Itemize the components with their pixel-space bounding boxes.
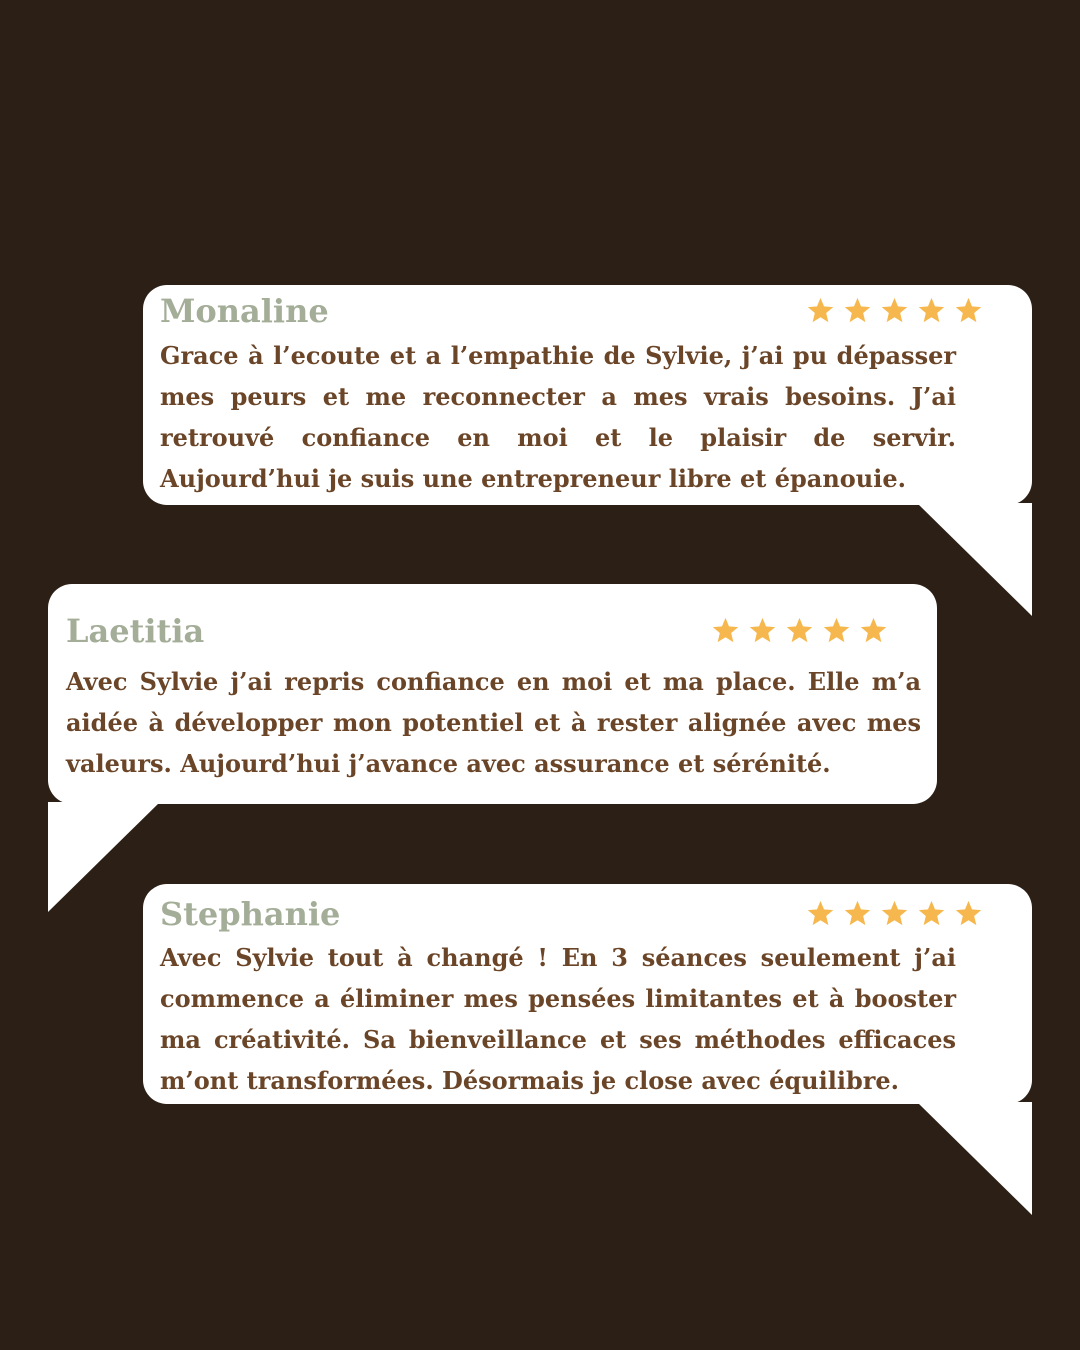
star-icon bbox=[806, 296, 835, 325]
reviewer-name: Laetitia bbox=[66, 612, 205, 650]
star-rating bbox=[711, 616, 888, 645]
reviewer-name: Monaline bbox=[160, 292, 329, 330]
star-icon bbox=[843, 296, 872, 325]
star-icon bbox=[822, 616, 851, 645]
star-icon bbox=[859, 616, 888, 645]
star-icon bbox=[917, 296, 946, 325]
star-icon bbox=[954, 899, 983, 928]
star-icon bbox=[785, 616, 814, 645]
star-icon bbox=[748, 616, 777, 645]
testimonial-text: Avec Sylvie tout à changé ! En 3 séances seulement j’ai commence a éliminer mes pensées limitantes et à booster ma créativité. Sa bienveillance et ses méthodes efficaces m’ont transformées. Désormais je close avec équilibre. bbox=[160, 943, 956, 1095]
star-rating bbox=[806, 899, 983, 928]
testimonial-text: Avec Sylvie j’ai repris confiance en moi et ma place. Elle m’a aidée à développer mon potentiel et à rester alignée avec mes valeurs. Aujourd’hui j’avance avec assurance et sérénité. bbox=[66, 667, 921, 778]
star-icon bbox=[880, 899, 909, 928]
testimonial-text: Grace à l’ecoute et a l’empathie de Sylvie, j’ai pu dépasser mes peurs et me reconnecter a mes vrais besoins. J’ai retrouvé confiance en moi et le plaisir de servir. Aujourd’hui je suis une entrepreneur libre et épanouie. bbox=[160, 341, 956, 493]
testimonial-card-monaline bbox=[143, 285, 1032, 616]
reviewer-name: Stephanie bbox=[160, 895, 341, 933]
star-icon bbox=[954, 296, 983, 325]
testimonial-card-stephanie bbox=[143, 884, 1032, 1215]
star-icon bbox=[917, 899, 946, 928]
star-icon bbox=[711, 616, 740, 645]
star-icon bbox=[880, 296, 909, 325]
testimonial-card-laetitia bbox=[48, 584, 937, 912]
star-icon bbox=[843, 899, 872, 928]
star-rating bbox=[806, 296, 983, 325]
star-icon bbox=[806, 899, 835, 928]
